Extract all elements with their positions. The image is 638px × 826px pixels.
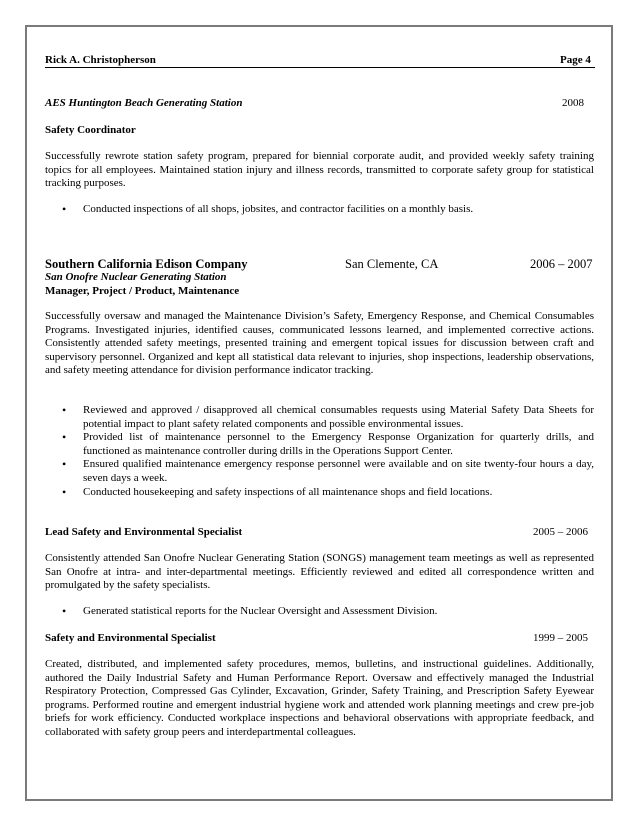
list-item: • Generated statistical reports for the Nuclear Oversight and Assessment Division. [45, 605, 594, 619]
aes-job-title: Safety Coordinator [45, 124, 136, 136]
sce-years: 2006 – 2007 [530, 257, 593, 271]
header-divider [45, 67, 595, 68]
lead-years: 2005 – 2006 [533, 526, 588, 538]
sce-location: San Clemente, CA [345, 257, 439, 271]
lead-job-title: Lead Safety and Environmental Specialist [45, 526, 243, 538]
lead-bullet-list [45, 605, 594, 619]
list-item: • Conducted housekeeping and safety inspections of all maintenance shops and field locations. [45, 486, 594, 500]
list-item: • Conducted inspections of all shops, jobsites, and contractor facilities on a monthly basis. [45, 203, 594, 217]
list-item: • Provided list of maintenance personnel to the Emergency Response Organization for quarterly drills, and functioned as maintenance controller during drills in the Operations Support Center. [45, 431, 594, 458]
specialist-years: 1999 – 2005 [533, 632, 588, 644]
resume-owner-name: Rick A. Christopherson [45, 54, 156, 66]
lead-description: Consistently attended San Onofre Nuclear Generating Station (SONGS) management team meetings as well as represented San Onofre at intra- and inter-departmental meetings. Efficiently reviewed and edited all correspondence written and promulgated by the safety specialists. [45, 552, 594, 592]
sce-company: Southern California Edison Company [45, 257, 248, 271]
sce-station: San Onofre Nuclear Generating Station [45, 271, 227, 283]
page-number: Page 4 [560, 54, 591, 66]
specialist-job-title: Safety and Environmental Specialist [45, 632, 216, 644]
sce-description: Successfully oversaw and managed the Maintenance Division’s Safety, Emergency Response, and Chemical Consumables Programs. Investigated injuries, identified causes, communicated lessons learned, and implemented corrective actions. Consistently attended safety meetings, presented training and emergent topical issues for discussion between craft and supervisory personnel. Organized and kept all statistical data relevant to injuries, shop inspections, leadership observations, and safety meeting attendance for division performance indicator tracking. [45, 310, 594, 377]
aes-description: Successfully rewrote station safety program, prepared for biennial corporate audit, and provided weekly safety training topics for all employees. Maintained station injury and illness records, transmitted to corporate safety group for statistical tracking purposes. [45, 150, 594, 190]
aes-year: 2008 [562, 97, 584, 109]
sce-bullet-list [45, 404, 594, 499]
aes-bullet-list [45, 203, 594, 217]
aes-employer: AES Huntington Beach Generating Station [45, 97, 243, 109]
specialist-description: Created, distributed, and implemented safety procedures, memos, bulletins, and instructional guidelines. Additionally, authored the Daily Industrial Safety and Human Performance Report. Oversaw and effectively managed the Industrial Respiratory Protection, Compressed Gas Cylinder, Excavation, Grinder, Safety Training, and Prescription Safety Eyewear programs. Performed routine and emergent industrial hygiene work and attended work planning meetings and crew pre-job briefs for work efficiency. Conducted workplace inspections and behavioral observations with appropriate feedback, and collaborated with safety group peers and interdepartmental colleagues. [45, 658, 594, 738]
sce-job-title: Manager, Project / Product, Maintenance [45, 285, 240, 297]
list-item: • Reviewed and approved / disapproved all chemical consumables requests using Material Safety Data Sheets for potential impact to plant safety related components and possible environmental issues. [45, 404, 594, 431]
list-item: • Ensured qualified maintenance emergency response personnel were available and on site twenty-four hours a day, seven days a week. [45, 458, 594, 485]
